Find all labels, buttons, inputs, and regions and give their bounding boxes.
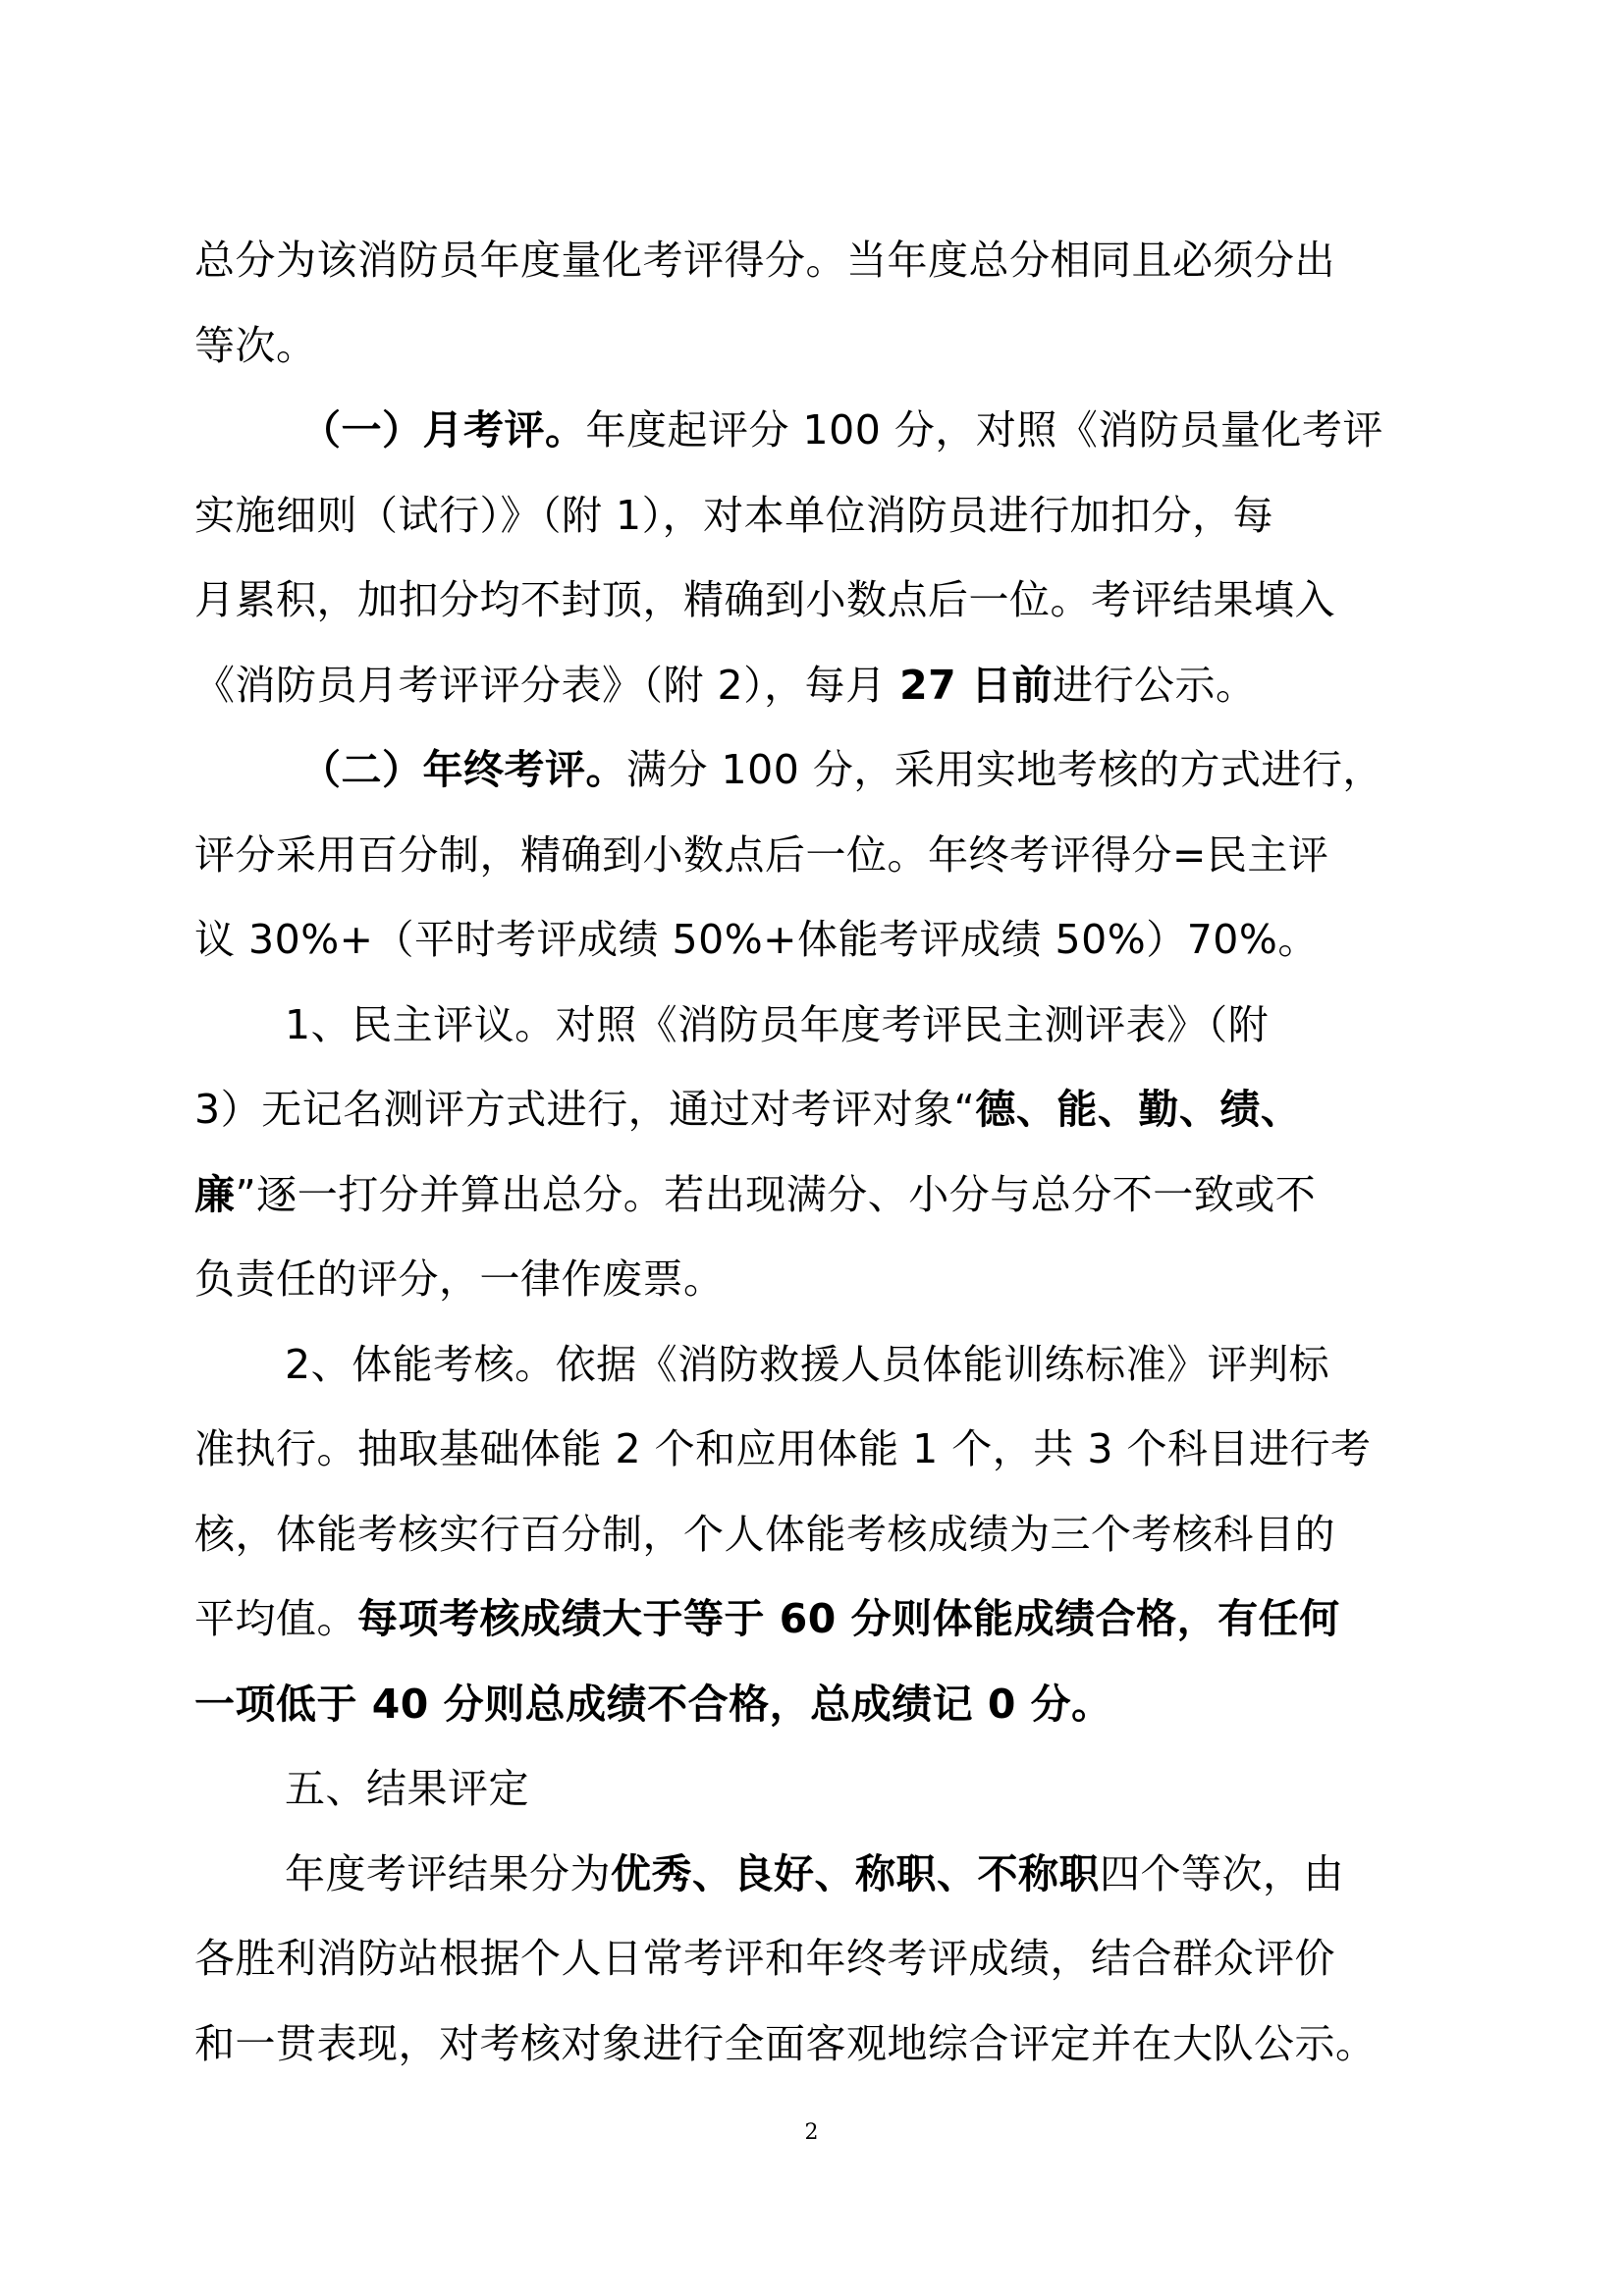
text-run: 和一贯表现，对考核对象进行全面客观地综合评定并在大队公示。	[194, 2019, 1377, 2067]
text-line	[194, 473, 1439, 559]
text-line	[194, 303, 1439, 389]
text-line	[194, 1492, 1439, 1577]
text-run: 核，体能考核实行百分制，个人体能考核成绩为三个考核科目的	[194, 1510, 1335, 1558]
text-run: 满分 100 分，采用实地考核的方式进行，	[626, 746, 1383, 793]
text-line	[194, 897, 1439, 983]
text-run: 《消防员月考评评分表》（附 2），每月	[194, 661, 900, 709]
text-line	[194, 1832, 1439, 1917]
text-line	[194, 558, 1439, 643]
text-run: 各胜利消防站根据个人日常考评和年终考评成绩，结合群众评价	[194, 1935, 1335, 1982]
text-line	[194, 1237, 1439, 1322]
bold-text-run: 一项低于 40 分则总成绩不合格，总成绩记 0 分。	[194, 1680, 1112, 1728]
text-run: ”逐一打分并算出总分。若出现满分、小分与总分不一致或不	[235, 1170, 1317, 1218]
bold-text-run: （二）年终考评。	[300, 746, 626, 793]
text-run: 实施细则（试行）》（附 1），对本单位消防员进行加扣分，每	[194, 491, 1274, 539]
text-run: 准执行。抽取基础体能 2 个和应用体能 1 个，共 3 个科目进行考	[194, 1425, 1372, 1472]
bold-text-run: （一）月考评。	[300, 406, 586, 454]
text-run: 负责任的评分，一律作废票。	[194, 1255, 725, 1303]
text-run: 五、结果评定	[285, 1765, 529, 1812]
text-line	[194, 388, 1439, 473]
text-line	[194, 727, 1439, 813]
text-line	[194, 643, 1439, 728]
text-run: 1、民主评议。对照《消防员年度考评民主测评表》（附	[285, 1000, 1270, 1048]
text-line	[194, 1407, 1439, 1492]
text-line	[194, 1746, 1439, 1832]
text-line	[194, 813, 1439, 898]
text-line	[194, 218, 1439, 303]
text-run: 3）无记名测评方式进行，通过对考评对象“	[194, 1086, 976, 1133]
text-run: 年度考评结果分为	[285, 1849, 611, 1897]
bold-text-run: 优秀、良好、称职、不称职	[611, 1849, 1100, 1897]
page-body	[194, 218, 1439, 2086]
text-run: 年度起评分 100 分，对照《消防员量化考评	[585, 406, 1383, 454]
text-line	[194, 1067, 1439, 1152]
text-run: 2、体能考核。依据《消防救援人员体能训练标准》评判标	[285, 1340, 1330, 1388]
text-run: 总分为该消防员年度量化考评得分。当年度总分相同且必须分出	[194, 237, 1335, 284]
text-run: 评分采用百分制，精确到小数点后一位。年终考评得分=民主评	[194, 830, 1329, 879]
text-line	[194, 1152, 1439, 1238]
text-run: 平均值。	[194, 1595, 357, 1642]
page-number: 2	[804, 2120, 819, 2145]
text-run: 议 30%+（平时考评成绩 50%+体能考评成绩 50%）70%。	[194, 916, 1319, 963]
text-run: 进行公示。	[1053, 661, 1257, 709]
text-run: 月累积，加扣分均不封顶，精确到小数点后一位。考评结果填入	[194, 576, 1335, 623]
text-run: 四个等次，由	[1100, 1849, 1344, 1897]
bold-text-run: 每项考核成绩大于等于 60 分则体能成绩合格，有任何	[357, 1595, 1340, 1642]
bold-text-run: 德、能、勤、绩、	[975, 1086, 1302, 1133]
text-line	[194, 1916, 1439, 2002]
text-line	[194, 1662, 1439, 1747]
bold-text-run: 廉	[194, 1170, 236, 1218]
text-line	[194, 983, 1439, 1068]
text-line	[194, 2002, 1439, 2087]
text-line	[194, 1322, 1439, 1408]
text-line	[194, 1576, 1439, 1662]
text-run: 等次。	[194, 321, 317, 369]
bold-text-run: 27 日前	[899, 661, 1053, 709]
